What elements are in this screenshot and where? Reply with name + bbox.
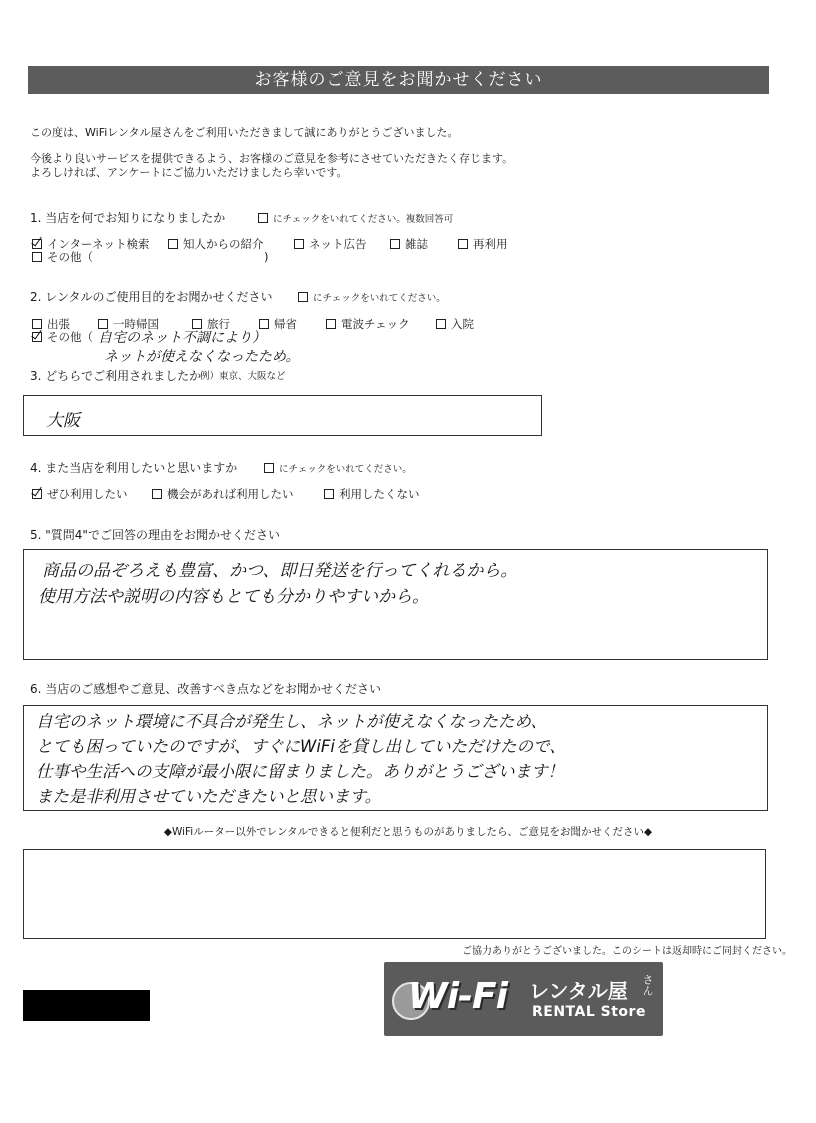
intro-line-2: 今後より良いサービスを提供できるよう、お客様のご意見を参考にさせていただきたく存じます。 (30, 152, 514, 165)
checkbox-checked[interactable] (32, 332, 42, 342)
checkbox[interactable] (436, 319, 446, 329)
q1-option-internet-search[interactable]: インターネット検索 (32, 237, 149, 251)
checkbox-checked[interactable] (32, 489, 42, 499)
q4-option-if-chance[interactable]: 機会があれば利用したい (152, 487, 294, 501)
q2-option-other[interactable]: その他（ (32, 330, 93, 344)
q2-option-signal-check[interactable]: 電波チェック (326, 317, 410, 331)
q2-other-answer-line-2: ネットが使えなくなったため。 (104, 349, 300, 365)
logo-wifi-text: Wi-Fi (408, 976, 507, 1017)
q3-answer: 大阪 (46, 411, 80, 431)
q5-answer-line-2: 使用方法や説明の内容もとても分かりやすいから。 (38, 587, 429, 607)
checkbox[interactable] (390, 239, 400, 249)
q1-option-referral[interactable]: 知人からの紹介 (168, 237, 264, 251)
q2-other-answer-line-1: 自宅のネット不調により） (98, 330, 266, 346)
survey-title: お客様のご意見をお聞かせください (28, 66, 769, 94)
checkbox[interactable] (32, 252, 42, 262)
q6-label: 6. 当店のご感想やご意見、改善すべき点などをお聞かせください (30, 682, 382, 696)
redaction-block (23, 990, 150, 1021)
checkbox[interactable] (168, 239, 178, 249)
checkbox[interactable] (458, 239, 468, 249)
q1-option-reuse[interactable]: 再利用 (458, 237, 508, 251)
q3-example: 例）東京、大阪など (200, 371, 286, 382)
q1-option-other[interactable]: その他（ (32, 250, 93, 264)
logo-en-text: RENTAL Store (532, 1004, 646, 1020)
intro-line-3: よろしければ、アンケートにご協力いただけましたら幸いです。 (30, 166, 348, 179)
q2-option-hospital[interactable]: 入院 (436, 317, 474, 331)
q4-note: にチェックをいれてください。 (264, 463, 412, 476)
q2-note: にチェックをいれてください。 (298, 292, 446, 305)
q7-answer-box[interactable] (23, 849, 766, 939)
logo-jp-text: レンタル屋 (529, 979, 628, 1003)
checkbox-checked[interactable] (32, 239, 42, 249)
q1-label: 1. 当店を何でお知りになりましたか (30, 211, 226, 225)
intro-line-1: この度は、WiFiレンタル屋さんをご利用いただきまして誠にありがとうございました。 (30, 126, 459, 139)
q4-option-no[interactable]: 利用したくない (324, 487, 420, 501)
company-logo (384, 962, 663, 1036)
q4-option-definitely[interactable]: ぜひ利用したい (32, 487, 128, 501)
q2-option-hometown[interactable]: 帰省 (259, 317, 297, 331)
checkbox-legend-icon (264, 463, 274, 473)
q6-answer-line-1: 自宅のネット環境に不具合が発生し、ネットが使えなくなったため、 (36, 712, 547, 731)
q2-option-travel[interactable]: 旅行 (192, 317, 230, 331)
footer-thanks: ご協力ありがとうございました。このシートは返却時にご同封ください。 (462, 946, 792, 957)
q6-answer-line-3: 仕事や生活への支障が最小限に留まりました。ありがとうございます！ (36, 762, 564, 781)
q5-label: 5. "質問4"でご回答の理由をお聞かせください (30, 528, 280, 542)
q5-answer-line-1: 商品の品ぞろえも豊富、かつ、即日発送を行ってくれるから。 (42, 561, 518, 581)
q6-answer-line-4: また是非利用させていただきたいと思います。 (36, 787, 382, 806)
q4-label: 4. また当店を利用したいと思いますか (30, 461, 238, 475)
q6-answer-line-2: とても困っていたのですが、すぐにWiFiを貸し出していただけたので、 (36, 737, 566, 756)
checkbox[interactable] (324, 489, 334, 499)
q1-note: にチェックをいれてください。複数回答可 (258, 213, 453, 226)
q1-option-magazine[interactable]: 雑誌 (390, 237, 428, 251)
q2-label: 2. レンタルのご使用目的をお聞かせください (30, 290, 273, 304)
q2-option-business[interactable]: 出張 (32, 317, 70, 331)
q1-other-close: ) (264, 250, 269, 264)
checkbox-legend-icon (298, 292, 308, 302)
q3-answer-box[interactable] (23, 395, 542, 436)
checkbox[interactable] (294, 239, 304, 249)
checkbox[interactable] (152, 489, 162, 499)
q7-label: ◆WiFiルーター以外でレンタルできると便利だと思うものがありましたら、ご意見をお聞かせください◆ (163, 826, 653, 838)
logo-san-text: さん (641, 974, 654, 996)
q1-option-net-ad[interactable]: ネット広告 (294, 237, 367, 251)
q3-label: 3. どちらでご利用されましたか (30, 369, 202, 383)
q5-answer-box[interactable] (23, 549, 768, 660)
checkbox-legend-icon (258, 213, 268, 223)
q2-option-home-return[interactable]: 一時帰国 (98, 317, 159, 331)
checkbox[interactable] (326, 319, 336, 329)
q6-answer-box[interactable] (23, 705, 768, 811)
